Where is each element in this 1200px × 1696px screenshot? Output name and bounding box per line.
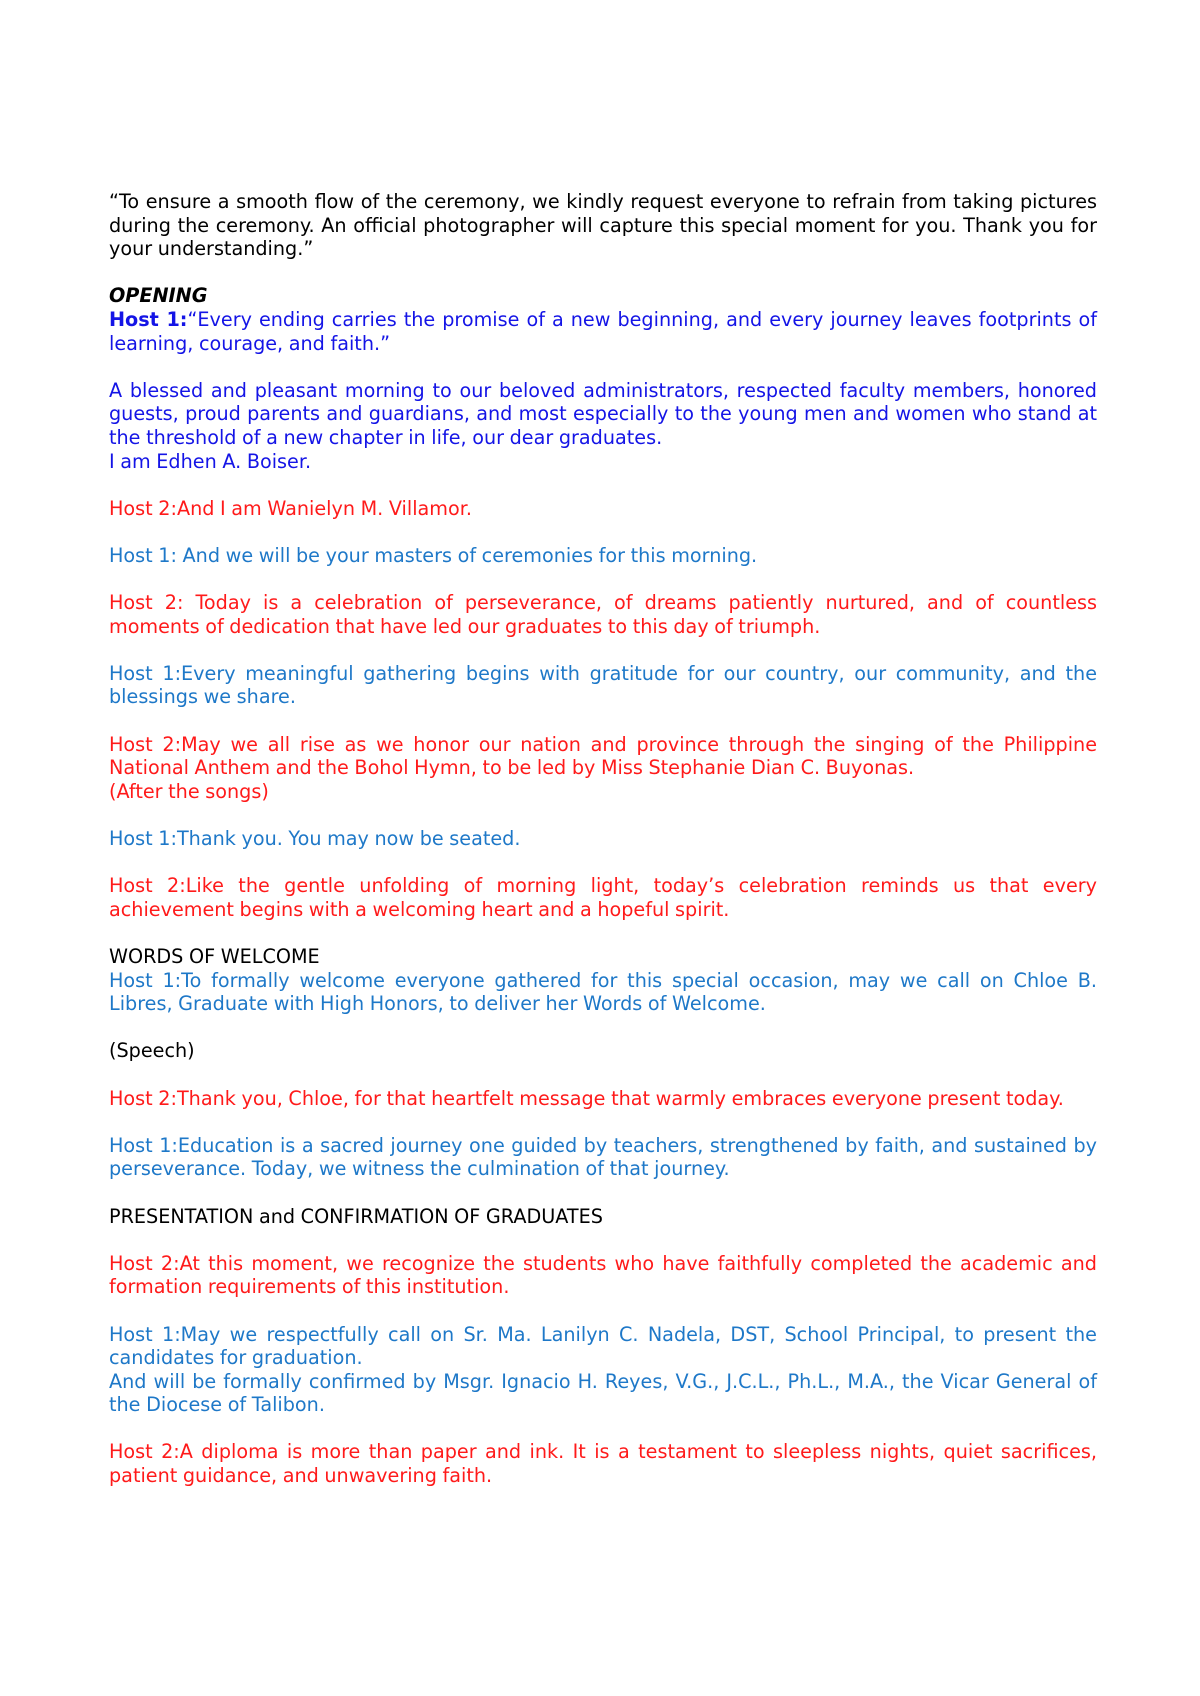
opening-greeting: A blessed and pleasant morning to our beloved administrators, respected faculty members, honored guests, proud parents and guardians, and most especially to the young men and women who stand at the threshold of a new chapter in life, our dear graduates.	[109, 378, 1097, 449]
document-page	[109, 190, 1097, 1488]
speech-note: (Speech)	[109, 1039, 195, 1063]
host1-gratitude: Host 1:Every meaningful gathering begins with gratitude for our country, our community, and the blessings we share.	[109, 661, 1097, 709]
host1-seated: Host 1:Thank you. You may now be seated.	[109, 827, 521, 851]
host1-label: Host 1:	[109, 307, 188, 331]
host2-diploma: Host 2:A diploma is more than paper and ink. It is a testament to sleepless nights, quiet sacrifices, patient guidance, and unwavering faith.	[109, 1440, 1097, 1488]
photo-notice: “To ensure a smooth flow of the ceremony, we kindly request everyone to refrain from taking pictures during the ceremony. An official photographer will capture this special moment for you. Thank you for your understanding.”	[109, 190, 1097, 261]
host2-anthem: Host 2:May we all rise as we honor our nation and province through the singing of the Philippine National Anthem and the Bohol Hymn, to be led by Miss Stephanie Dian C. Buyonas.	[109, 732, 1097, 780]
host1-masters: Host 1: And we will be your masters of ceremonies for this morning.	[109, 543, 758, 567]
host2-celebration: Host 2: Today is a celebration of perseverance, of dreams patiently nurtured, and of countless moments of dedication that have led our graduates to this day of triumph.	[109, 591, 1097, 638]
host1-opening-quote	[109, 308, 1097, 355]
after-songs-note: (After the songs)	[109, 779, 269, 803]
host1-quote-text: “Every ending carries the promise of a new beginning, and every journey leaves footprints of learning, courage, and faith.”	[109, 307, 1097, 355]
host2-morning-light: Host 2:Like the gentle unfolding of morning light, today’s celebration reminds us that every achievement begins with a welcoming heart and a hopeful spirit.	[109, 874, 1097, 921]
host1-principal-call: Host 1:May we respectfully call on Sr. Ma. Lanilyn C. Nadela, DST, School Principal, to present the candidates for graduation.	[109, 1322, 1097, 1370]
host2-intro: Host 2:And I am Wanielyn M. Villamor.	[109, 496, 472, 520]
host1-confirmation: And will be formally confirmed by Msgr. Ignacio H. Reyes, V.G., J.C.L., Ph.L., M.A., the Vicar General of the Diocese of Talibon.	[109, 1369, 1097, 1417]
presentation-heading: PRESENTATION and CONFIRMATION OF GRADUATES	[109, 1204, 603, 1228]
opening-heading: OPENING	[109, 284, 208, 308]
host1-education: Host 1:Education is a sacred journey one guided by teachers, strengthened by faith, and sustained by perseverance. Today, we witness the culmination of that journey.	[109, 1133, 1097, 1181]
host1-intro: I am Edhen A. Boiser.	[109, 449, 312, 473]
host1-welcome-call: Host 1:To formally welcome everyone gathered for this special occasion, may we call on Chloe B. Libres, Graduate with High Honors, to deliver her Words of Welcome.	[109, 968, 1097, 1016]
welcome-heading: WORDS OF WELCOME	[109, 945, 320, 968]
host2-thanks-chloe: Host 2:Thank you, Chloe, for that heartfelt message that warmly embraces everyone present today.	[109, 1086, 1064, 1110]
host2-recognize: Host 2:At this moment, we recognize the students who have faithfully completed the academic and formation requirements of this institution.	[109, 1251, 1097, 1299]
